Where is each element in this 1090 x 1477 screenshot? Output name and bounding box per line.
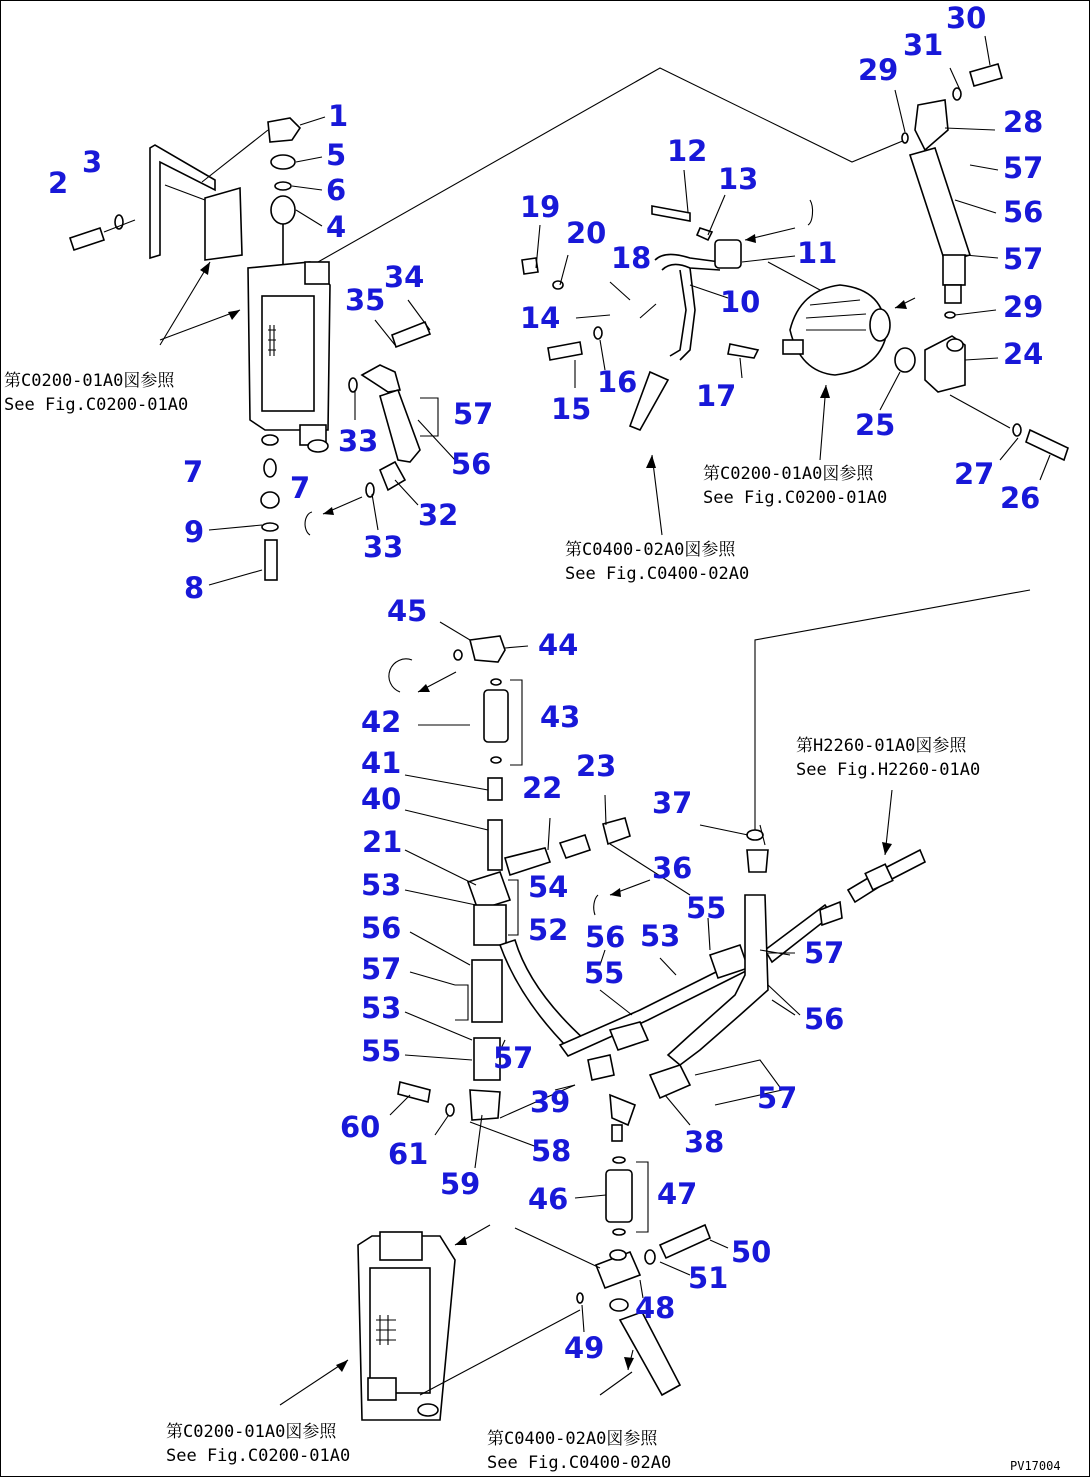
callout: 12 [667,134,708,168]
callout: 5 [326,138,347,172]
callout: 7 [290,471,311,505]
reference-en: See Fig.H2260-01A0 [796,760,981,780]
callout: 11 [797,236,838,270]
callout: 1 [328,99,349,133]
callout: 57 [804,936,845,970]
callout: 20 [566,216,607,250]
callout: 56 [1003,195,1044,229]
callout: 56 [361,911,402,945]
callout: 2 [48,166,69,200]
callout: 3 [82,145,103,179]
callout: 18 [611,241,652,275]
callout: 13 [718,162,759,196]
callout: 16 [597,365,638,399]
callout: 57 [453,397,494,431]
callout: 61 [388,1137,429,1171]
callout: 36 [652,851,693,885]
callout: 10 [720,285,761,319]
callout: 15 [551,392,592,426]
callout: 6 [326,173,347,207]
callout: 29 [858,53,899,87]
callout: 55 [584,956,625,990]
callout: 27 [954,457,995,491]
callout: 31 [903,28,944,62]
callout: 56 [585,920,626,954]
callout: 43 [540,700,581,734]
reference-en: See Fig.C0200-01A0 [703,488,888,508]
callout: 49 [564,1331,605,1365]
callout: 53 [361,868,402,902]
callout: 17 [696,379,737,413]
callout: 9 [184,515,205,549]
reference-jp: 第C0200-01A0図参照 [166,1422,337,1442]
reference-en: See Fig.C0400-02A0 [565,564,750,584]
callout: 59 [440,1167,481,1201]
callout: 22 [522,771,563,805]
callout: 57 [361,952,402,986]
callout: 56 [804,1002,845,1036]
callout: 25 [855,408,896,442]
callout: 8 [184,571,205,605]
callout: 24 [1003,337,1044,371]
callout: 26 [1000,481,1041,515]
callout: 34 [384,260,425,294]
callout: 57 [757,1081,798,1115]
reference-jp: 第C0200-01A0図参照 [703,464,874,484]
callout: 54 [528,870,569,904]
callout: 51 [688,1261,729,1295]
callout: 45 [387,594,428,628]
callout: 47 [657,1177,698,1211]
reference-en: See Fig.C0400-02A0 [487,1453,672,1473]
callout: 32 [418,498,459,532]
callout: 19 [520,190,561,224]
callout: 38 [684,1125,725,1159]
callout: 35 [345,283,386,317]
callout: 14 [520,301,561,335]
callout: 53 [361,991,402,1025]
reference-jp: 第H2260-01A0図参照 [796,736,967,756]
callout: 7 [183,455,204,489]
reference-jp: 第C0400-02A0図参照 [487,1429,658,1449]
callout: 33 [363,530,404,564]
callout: 57 [1003,151,1044,185]
reference-en: See Fig.C0200-01A0 [4,395,189,415]
callout: 29 [1003,290,1044,324]
reference-en: See Fig.C0200-01A0 [166,1446,351,1466]
callout: 53 [640,919,681,953]
callout: 30 [946,1,987,35]
reference-jp: 第C0400-02A0図参照 [565,540,736,560]
callout: 50 [731,1235,772,1269]
callout: 46 [528,1182,569,1216]
callout: 55 [686,891,727,925]
callout: 56 [451,447,492,481]
callout: 23 [576,749,617,783]
callout: 48 [635,1291,676,1325]
callout: 52 [528,913,569,947]
callout: 21 [362,825,403,859]
callout: 55 [361,1034,402,1068]
callout: 41 [361,746,402,780]
callout: 39 [530,1085,571,1119]
reference-jp: 第C0200-01A0図参照 [4,371,175,391]
callout: 4 [326,210,347,244]
callout: 28 [1003,105,1044,139]
callout: 40 [361,782,402,816]
callout: 37 [652,786,693,820]
callout: 42 [361,705,402,739]
callout: 57 [493,1041,534,1075]
callout: 33 [338,424,379,458]
callout: 60 [340,1110,381,1144]
drawing-code: PV17004 [1010,1459,1061,1473]
callout: 57 [1003,242,1044,276]
callout: 44 [538,628,579,662]
callout: 58 [531,1134,572,1168]
